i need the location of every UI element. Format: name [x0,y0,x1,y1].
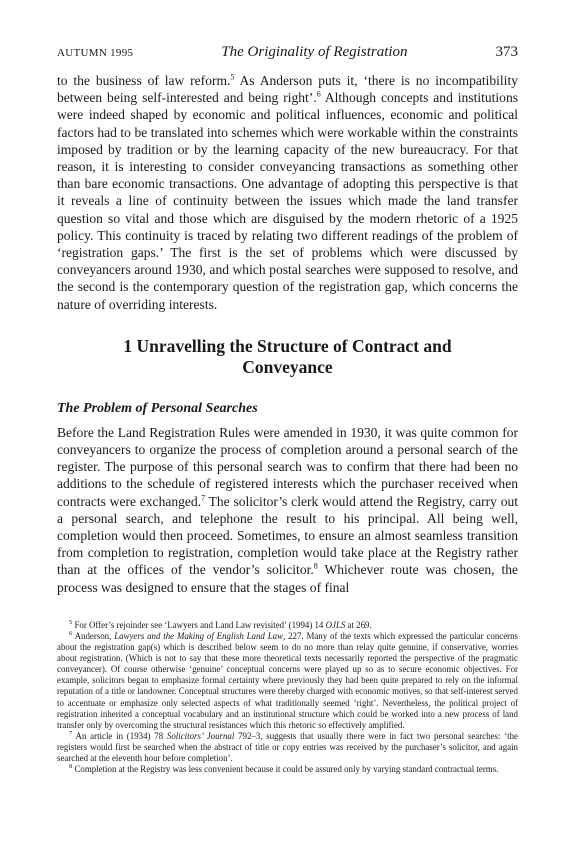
para2-text-b: The solicitor’s clerk would attend the Registry, carry out a personal search, and telephone the result to his principal. All being well, completion would then proceed. Sometimes, to ensure an almost seamless transition from completion to registration, completion would take place at the Registry rather than at the offices of the vendor’s solicitor. [57,493,519,578]
footnote-6-mark: 6 [69,630,73,637]
footnote-ref-7[interactable]: 7 [201,493,206,503]
running-head-issue: AUTUMN 1995 [57,47,134,59]
para2-text-a: Before the Land Registration Rules were amended in 1930, it was quite common for conveyancers to organize the process of completion around a personal search of the register. The purpose of this personal search was to confirm that there had been no additions to the schedule of registered interests which the purchaser received when contracts were exchanged. [57,424,518,509]
footnote-7-text-b: 792–3, suggests that usually there were in fact two personal searches: ‘the registers would first be searched when the abstract of title or copy entries was received by the purchaser’s solicitor, and again searched at the eleventh hour before completion’. [57,730,518,763]
footnote-6-text-a: Anderson, [74,630,115,641]
footnotes [57,620,518,775]
footnote-5 [57,620,518,631]
footnote-8 [57,764,518,775]
footnote-7-mark: 7 [69,729,73,737]
footnote-6 [57,631,518,731]
subsection-heading: The Problem of Personal Searches [57,400,258,416]
footnote-6-text-b: , 227. Many of the texts which expressed the particular concerns about the registration gap(s) which is described below seem to do no more than relay quite genuine, if conservative, worries about registration. (Which is not to say that these more theoretical texts necessarily reported the perspective of the pragmatic conveyancer). Of course otherwise ‘genuine’ conceptual concerns were played up so as to secure economic objectives. For example, solicitors began to emphasize formal certainty where previously they had been quite prepared to rely on the informal reputation of a title or landowner. Conceptual structures were thereby charged with economic motives, so that self-interest served to accentuate or emphasize only selected aspects of what traditionally seemed ‘right’. Nevertheless, the political project of registration inherited a conceptual vocabulary and an institutional structure which could be worked into a new process of land transfer only by overcoming the structural resistances which this rhetoric so effectively amplified. [57,630,518,730]
footnote-7 [57,731,518,764]
footnote-ref-6[interactable]: 6 [316,89,321,99]
footnote-5-text-b: at 269. [345,619,372,630]
body-paragraph-2 [57,424,518,596]
para1-text-b: As Anderson puts it, ‘there is no incompatibility between being self-interested and being right’. [57,73,518,106]
page-number: 373 [495,44,518,60]
footnote-7-italic: Solicitors’ Journal [166,730,235,741]
footnote-8-text: Completion at the Registry was less convenient because it could be assured only by varying standard contractual terms. [74,764,499,775]
section-heading: 1 Unravelling the Structure of Contract and Conveyance [123,335,452,377]
footnote-5-italic: OJLS [325,619,346,630]
para2-text-c: Whichever route was chosen, the process was designed to ensure that the stages of final [57,562,518,595]
footnote-7-text-a: An article in (1934) 78 [75,730,167,741]
footnote-ref-5[interactable]: 5 [230,72,235,82]
footnote-5-mark: 5 [69,618,73,626]
para1-text-a: to the business of law reform. [57,73,231,88]
running-head [57,44,518,61]
footnote-6-italic: Lawyers and the Making of English Land Law [114,630,284,641]
body-paragraph-1 [57,72,518,313]
footnote-5-text-a: For Offer’s rejoinder see ‘Lawyers and Land Law revisited’ (1994) 14 [74,619,326,630]
running-head-title: The Originality of Registration [221,44,408,60]
footnote-8-mark: 8 [69,763,73,771]
footnote-ref-8[interactable]: 8 [313,561,318,571]
para1-text-c: Although concepts and institutions were indeed shaped by economic and political influences, economic and political factors had to be translated into schemes which were workable within the constraints imposed by tradition or by the learning capacity of the new bureaucracy. For that reason, it is interesting to consider conveyancing transactions as something other than bare economic transactions. One advantage of adopting this perspective is that it reveals a line of continuity between the issues which made the land transfer question so vital and those which are disguised by the modern rhetoric of a 1925 policy. This continuity is traced by relating two different readings of the problem of ‘registration gaps.’ The first is the set of problems which were discussed by conveyancers around 1930, and which postal searches were supposed to resolve, and the second is the contemporary question of the registration gap, which concerns the nature of overriding interests. [57,90,518,312]
